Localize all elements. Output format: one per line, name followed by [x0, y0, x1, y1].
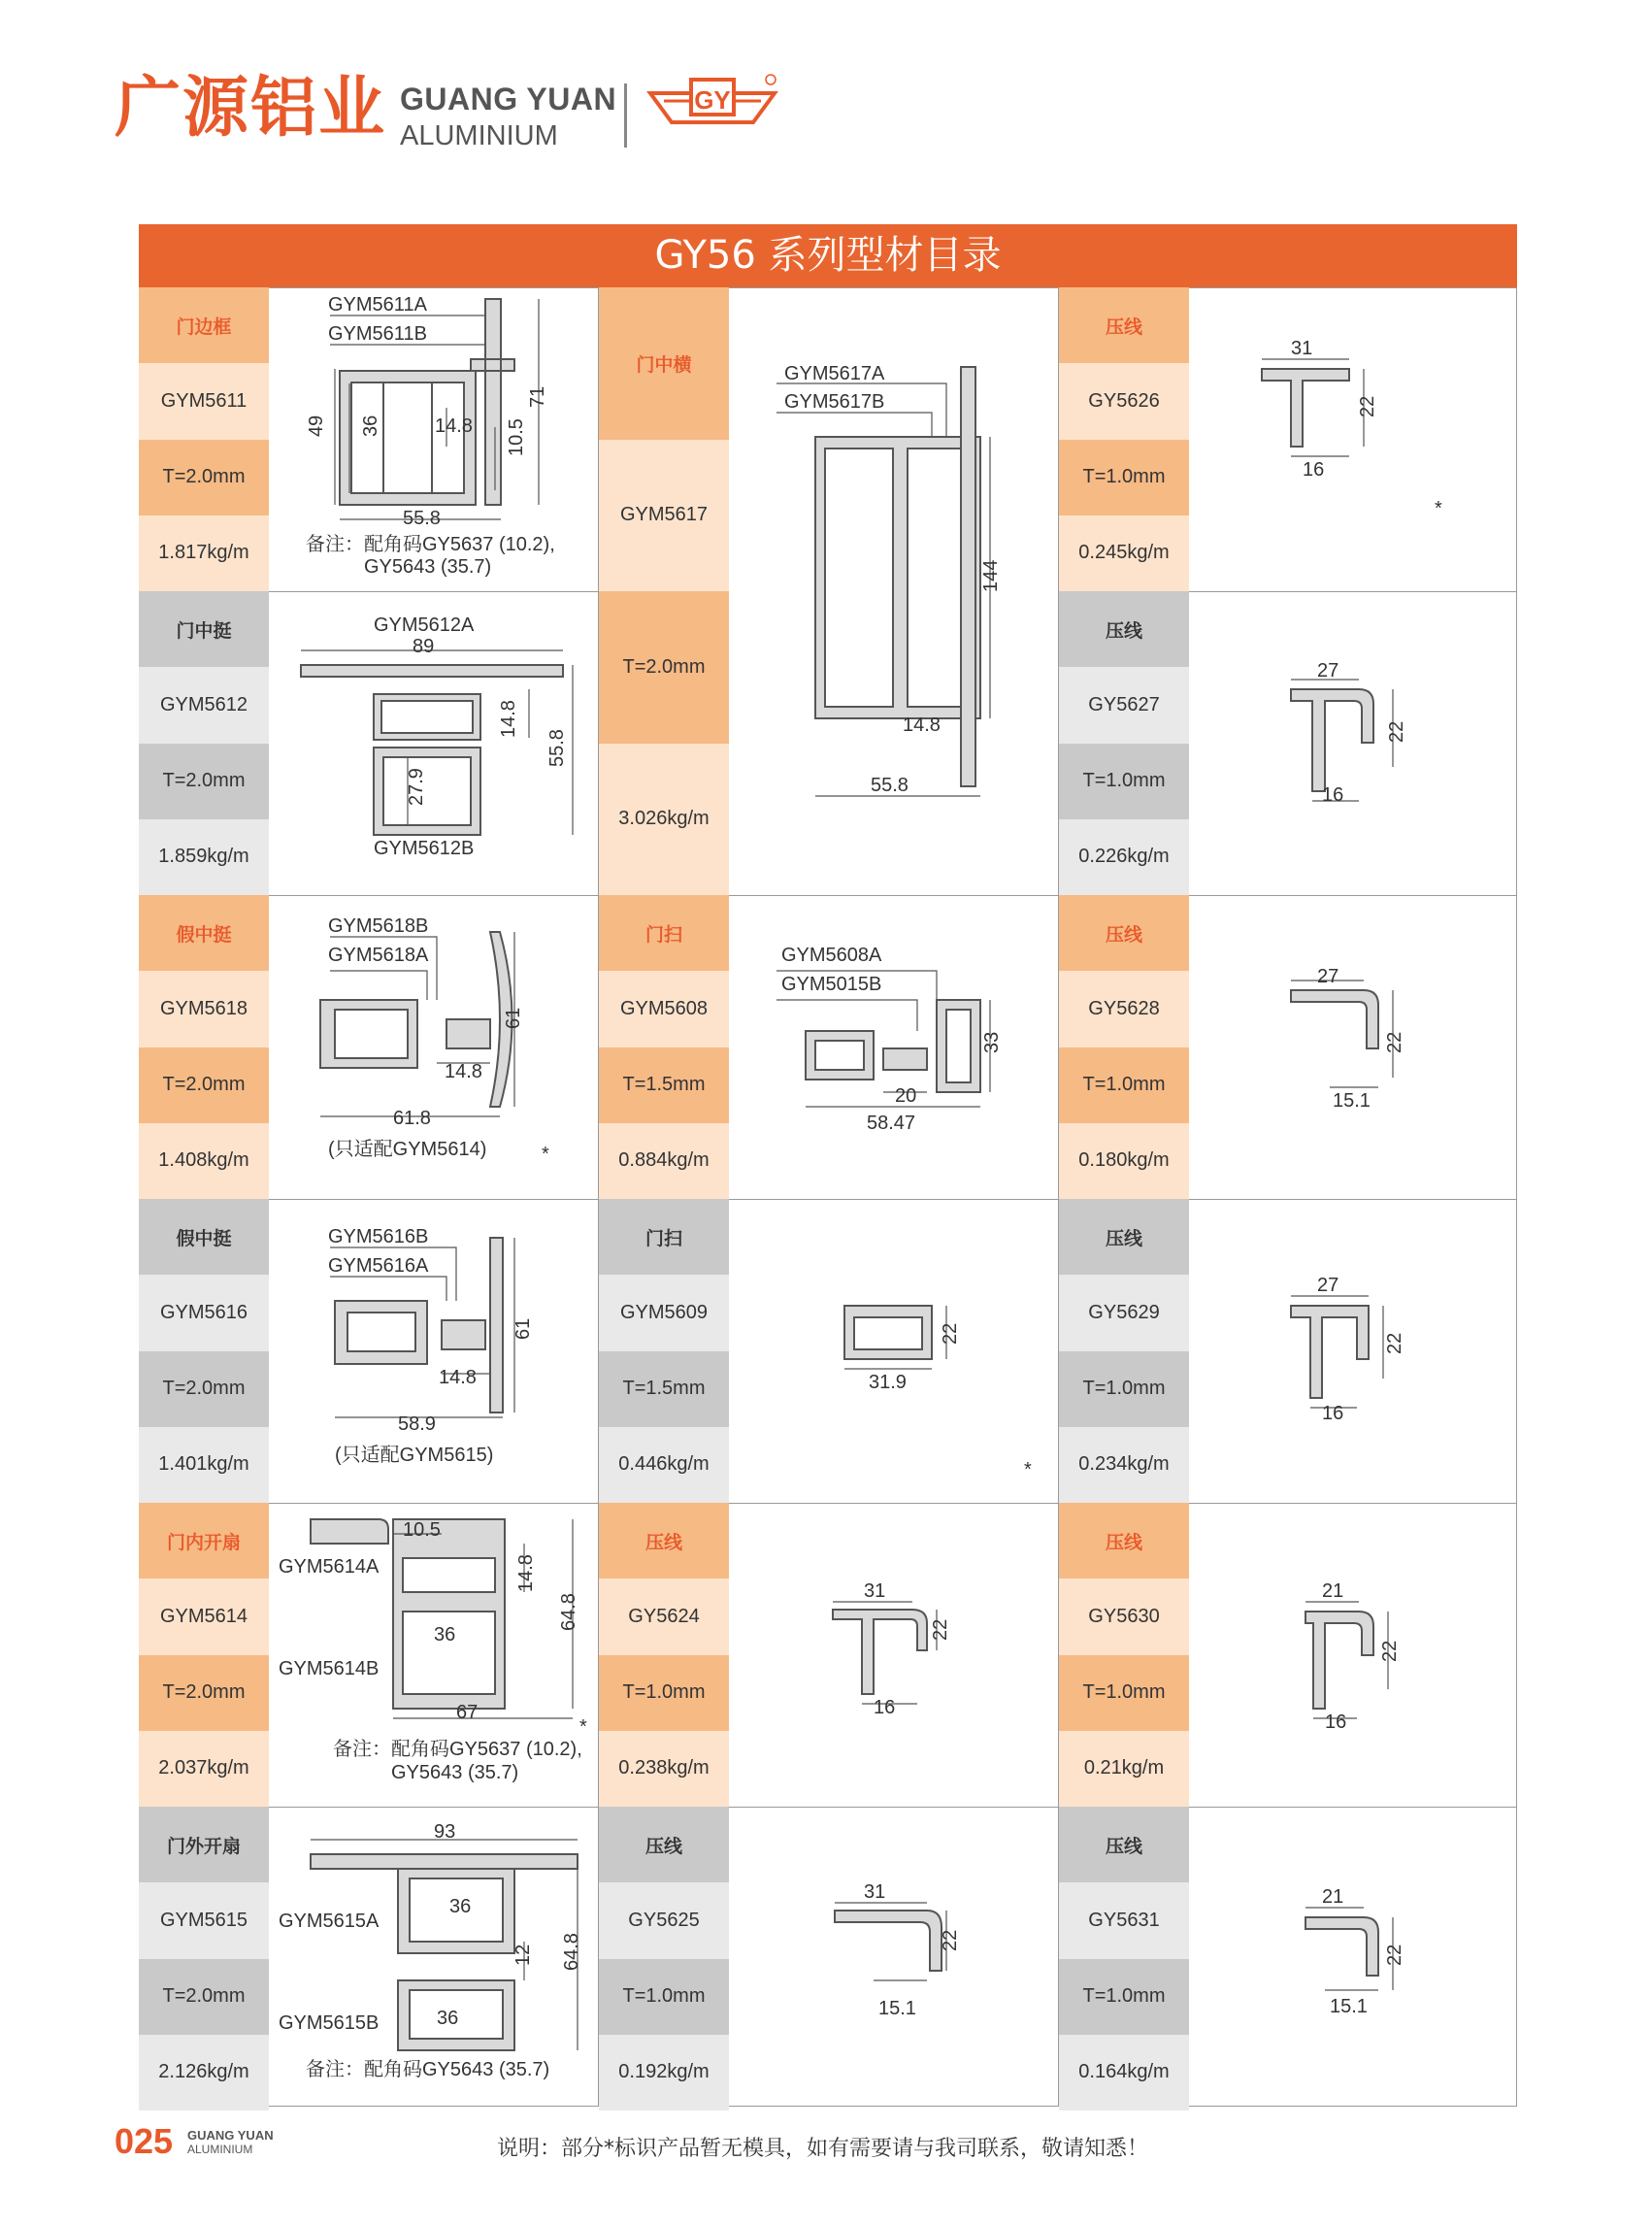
- label-gym5611a: GYM5611A: [328, 294, 427, 316]
- dim-gy5630-0: 21: [1322, 1580, 1344, 1602]
- cell-thickness-1-1: T=1.5mm: [599, 1047, 729, 1123]
- profile-gym5618: [320, 1000, 417, 1068]
- cell-model-0-0: GYM5611: [139, 363, 269, 439]
- dim-gym5615-0: 93: [434, 1821, 456, 1843]
- brand-english-line2: ALUMINIUM: [400, 120, 558, 151]
- cell-thickness-2-3: T=1.0mm: [1059, 1351, 1189, 1427]
- cell-model-1-2: GYM5609: [599, 1275, 729, 1350]
- dim-gym5616-2: 58.9: [398, 1413, 436, 1435]
- dim-gy5624-1: 22: [930, 1618, 951, 1641]
- cell-thickness-0-4: T=2.0mm: [139, 1655, 269, 1731]
- cell-weight-2-0: 0.245kg/m: [1059, 515, 1189, 591]
- cell-weight-0-0: 1.817kg/m: [139, 515, 269, 591]
- cell-weight-1-0: 3.026kg/m: [599, 744, 729, 896]
- brand-english-line1: GUANG YUAN: [400, 82, 617, 116]
- dim-gym5617-2: 55.8: [871, 775, 909, 796]
- label-gym5616a: GYM5616A: [328, 1255, 429, 1277]
- cell-name-2-4: 压线: [1059, 1503, 1189, 1579]
- dim-gym5611-5: 55.8: [403, 508, 441, 529]
- dim-gy5627-0: 27: [1317, 660, 1339, 681]
- profile-gym5617: [815, 437, 980, 718]
- label-gym5611b: GYM5611B: [328, 323, 427, 345]
- profile-gy5631: [1305, 1917, 1378, 1976]
- cell-thickness-2-4: T=1.0mm: [1059, 1655, 1189, 1731]
- dim-gym5618-2: 61.8: [393, 1108, 431, 1129]
- star-gym5614: *: [579, 1716, 587, 1738]
- cell-name-0-2: 假中挺: [139, 895, 269, 971]
- cell-thickness-0-2: T=2.0mm: [139, 1047, 269, 1123]
- dim-gym5614-1: 14.8: [515, 1554, 537, 1592]
- dim-gy5624-2: 16: [874, 1697, 896, 1718]
- cell-model-2-0: GY5626: [1059, 363, 1189, 439]
- label-gym5612a: GYM5612A: [374, 615, 475, 636]
- cell-weight-1-3: 0.238kg/m: [599, 1731, 729, 1807]
- cell-weight-0-1: 1.859kg/m: [139, 819, 269, 895]
- label-gym5612b: GYM5612B: [374, 838, 475, 859]
- dim-gy5627-2: 16: [1322, 784, 1344, 806]
- dim-gy5625-2: 15.1: [878, 1998, 916, 2019]
- dim-gym5614-0: 10.5: [403, 1519, 441, 1541]
- dim-gy5628-0: 27: [1317, 966, 1339, 987]
- dim-gy5628-2: 15.1: [1333, 1090, 1371, 1112]
- footer-brand-line2: ALUMINIUM: [187, 2143, 253, 2156]
- dim-gym5608-0: 33: [981, 1031, 1003, 1053]
- cell-model-1-1: GYM5608: [599, 971, 729, 1047]
- cell-weight-2-4: 0.21kg/m: [1059, 1731, 1189, 1807]
- profile-gy5624: [833, 1610, 927, 1694]
- dim-gym5618-1: 14.8: [445, 1061, 482, 1082]
- dim-gym5614-2: 64.8: [558, 1593, 579, 1631]
- cell-thickness-2-2: T=1.0mm: [1059, 1047, 1189, 1123]
- cell-weight-0-4: 2.037kg/m: [139, 1731, 269, 1807]
- cell-thickness-0-3: T=2.0mm: [139, 1351, 269, 1427]
- cell-model-0-2: GYM5618: [139, 971, 269, 1047]
- cell-weight-2-1: 0.226kg/m: [1059, 819, 1189, 895]
- cell-name-2-0: 压线: [1059, 287, 1189, 363]
- note-gym5618: (只适配GYM5614): [328, 1139, 487, 1160]
- note-gym5614-2: GY5643 (35.7): [391, 1762, 519, 1783]
- cell-model-0-3: GYM5616: [139, 1275, 269, 1350]
- dim-gy5631-1: 22: [1384, 1944, 1405, 1966]
- cell-weight-1-1: 0.884kg/m: [599, 1123, 729, 1199]
- cell-weight-0-5: 2.126kg/m: [139, 2035, 269, 2111]
- label-gym5615a: GYM5615A: [279, 1911, 380, 1932]
- dim-gym5611-0: 49: [306, 415, 327, 437]
- cell-weight-0-2: 1.408kg/m: [139, 1123, 269, 1199]
- dim-gym5618-0: 61: [503, 1007, 524, 1029]
- cell-name-1-0: 门中横: [599, 287, 729, 440]
- dim-gym5612-0: 89: [413, 636, 435, 657]
- cell-model-2-3: GY5629: [1059, 1275, 1189, 1350]
- label-gym5015b: GYM5015B: [781, 974, 882, 995]
- dim-gym5615-1: 36: [449, 1896, 472, 1917]
- cell-weight-1-2: 0.446kg/m: [599, 1427, 729, 1503]
- dim-gym5614-3: 36: [434, 1624, 456, 1645]
- cell-weight-1-4: 0.192kg/m: [599, 2035, 729, 2111]
- dim-gym5612-3: 27.9: [406, 768, 427, 806]
- dim-gym5616-1: 14.8: [439, 1367, 477, 1388]
- cell-thickness-2-0: T=1.0mm: [1059, 440, 1189, 515]
- dim-gy5626-1: 22: [1357, 395, 1378, 417]
- cell-name-1-2: 门扫: [599, 1199, 729, 1275]
- note-gym5611-2: GY5643 (35.7): [364, 556, 492, 578]
- dim-gy5630-2: 16: [1325, 1712, 1347, 1733]
- dim-gym5611-4: 71: [527, 385, 548, 408]
- cell-thickness-0-0: T=2.0mm: [139, 440, 269, 515]
- cell-model-1-3: GY5624: [599, 1579, 729, 1654]
- dim-gy5626-2: 16: [1303, 459, 1325, 481]
- label-gym5618a: GYM5618A: [328, 945, 429, 966]
- cell-model-2-1: GY5627: [1059, 667, 1189, 743]
- profile-gym5615: [311, 1854, 578, 1869]
- star-gy5626: *: [1435, 498, 1442, 519]
- dim-gy5629-0: 27: [1317, 1275, 1339, 1296]
- label-gym5616b: GYM5616B: [328, 1226, 429, 1247]
- footer-note: 说明：部分*标识产品暂无模具，如有需要请与我司联系，敬请知悉！: [497, 2137, 1149, 2161]
- page-number: 025: [115, 2121, 174, 2161]
- profile-gy5628: [1291, 990, 1378, 1048]
- cell-name-0-1: 门中挺: [139, 591, 269, 667]
- cell-model-2-4: GY5630: [1059, 1579, 1189, 1654]
- dim-gym5617-1: 14.8: [903, 715, 941, 736]
- dim-gym5608-1: 20: [895, 1085, 917, 1107]
- cell-name-0-4: 门内开扇: [139, 1503, 269, 1579]
- profile-gym5608: [806, 1031, 874, 1080]
- dim-gym5611-2: 14.8: [435, 415, 473, 437]
- dim-gym5608-2: 58.47: [867, 1113, 916, 1134]
- dim-gym5611-3: 10.5: [506, 418, 527, 456]
- cell-model-0-1: GYM5612: [139, 667, 269, 743]
- note-gym5611-1: 备注：配角码GY5637 (10.2),: [306, 534, 555, 555]
- dim-gym5617-0: 144: [980, 559, 1002, 592]
- dim-gym5616-0: 61: [512, 1317, 534, 1340]
- cell-name-0-5: 门外开扇: [139, 1807, 269, 1882]
- profile-gym5609: [844, 1306, 932, 1359]
- dim-gym5609-0: 22: [940, 1322, 961, 1345]
- cell-thickness-1-4: T=1.0mm: [599, 1959, 729, 2035]
- note-gym5614-1: 备注：配角码GY5637 (10.2),: [333, 1739, 582, 1760]
- cell-name-1-1: 门扫: [599, 895, 729, 971]
- cell-name-2-2: 压线: [1059, 895, 1189, 971]
- cell-name-0-3: 假中挺: [139, 1199, 269, 1275]
- cell-model-2-2: GY5628: [1059, 971, 1189, 1047]
- note-gym5615: 备注：配角码GY5643 (35.7): [306, 2059, 550, 2080]
- cell-model-1-0: GYM5617: [599, 440, 729, 592]
- logo-text: GY: [694, 85, 731, 115]
- profile-gy5626: [1262, 369, 1349, 447]
- label-gym5618b: GYM5618B: [328, 915, 429, 937]
- dim-gy5624-0: 31: [864, 1580, 886, 1602]
- cell-thickness-0-5: T=2.0mm: [139, 1959, 269, 2035]
- cell-weight-2-2: 0.180kg/m: [1059, 1123, 1189, 1199]
- dim-gy5631-0: 21: [1322, 1886, 1344, 1908]
- dim-gym5615-4: 36: [437, 2008, 459, 2029]
- cell-model-0-5: GYM5615: [139, 1882, 269, 1958]
- note-gym5616: (只适配GYM5615): [335, 1445, 494, 1466]
- cell-name-2-1: 压线: [1059, 591, 1189, 667]
- dim-gym5611-1: 36: [360, 415, 381, 437]
- profile-gy5629: [1291, 1306, 1369, 1398]
- cell-name-1-4: 压线: [599, 1807, 729, 1882]
- dim-gym5614-4: 67: [456, 1702, 479, 1723]
- dim-gy5625-1: 22: [940, 1929, 961, 1951]
- cell-thickness-0-1: T=2.0mm: [139, 744, 269, 819]
- profile-gym5614: [311, 1519, 388, 1544]
- brand-chinese-name: 广源铝业: [115, 70, 387, 147]
- cell-thickness-2-1: T=1.0mm: [1059, 744, 1189, 819]
- cell-model-0-4: GYM5614: [139, 1579, 269, 1654]
- label-gym5614b: GYM5614B: [279, 1658, 380, 1679]
- dim-gy5628-1: 22: [1384, 1031, 1405, 1053]
- profile-gy5627: [1291, 689, 1373, 791]
- cell-weight-0-3: 1.401kg/m: [139, 1427, 269, 1503]
- cell-name-2-5: 压线: [1059, 1807, 1189, 1882]
- label-gym5614a: GYM5614A: [279, 1556, 380, 1578]
- cell-model-2-5: GY5631: [1059, 1882, 1189, 1958]
- cell-name-1-3: 压线: [599, 1503, 729, 1579]
- dim-gy5629-2: 16: [1322, 1403, 1344, 1424]
- footer-brand-line1: GUANG YUAN: [187, 2128, 274, 2143]
- label-gym5617b: GYM5617B: [784, 391, 885, 413]
- cell-name-0-0: 门边框: [139, 287, 269, 363]
- dim-gym5609-1: 31.9: [869, 1372, 907, 1393]
- cell-model-1-4: GY5625: [599, 1882, 729, 1958]
- profile-gy5630: [1305, 1612, 1373, 1709]
- dim-gy5627-1: 22: [1386, 720, 1407, 743]
- dim-gy5626-0: 31: [1291, 338, 1313, 359]
- cell-name-2-3: 压线: [1059, 1199, 1189, 1275]
- label-gym5615b: GYM5615B: [279, 2012, 380, 2034]
- dim-gym5615-3: 64.8: [561, 1933, 582, 1971]
- dim-gym5615-2: 12: [512, 1944, 534, 1966]
- dim-gy5625-0: 31: [864, 1881, 886, 1903]
- cell-thickness-1-3: T=1.0mm: [599, 1655, 729, 1731]
- cell-thickness-1-2: T=1.5mm: [599, 1351, 729, 1427]
- cell-thickness-2-5: T=1.0mm: [1059, 1959, 1189, 2035]
- profile-gy5625: [835, 1911, 942, 1971]
- label-gym5608a: GYM5608A: [781, 945, 882, 966]
- dim-gym5612-2: 55.8: [546, 729, 568, 767]
- dim-gy5629-1: 22: [1384, 1332, 1405, 1354]
- label-gym5617a: GYM5617A: [784, 363, 885, 384]
- star-gym5618: *: [542, 1144, 549, 1165]
- dim-gy5630-1: 22: [1379, 1640, 1401, 1662]
- dim-gym5612-1: 14.8: [498, 700, 519, 738]
- dim-gy5631-2: 15.1: [1330, 1996, 1368, 2017]
- cell-thickness-1-0: T=2.0mm: [599, 591, 729, 744]
- star-gym5609: *: [1024, 1459, 1032, 1480]
- profile-gym5612: [301, 665, 563, 677]
- profile-gym5616: [335, 1301, 427, 1364]
- cell-weight-2-5: 0.164kg/m: [1059, 2035, 1189, 2111]
- profile-gym5611-frame: [471, 299, 514, 505]
- catalog-title: GY56 系列型材目录: [139, 224, 1517, 287]
- cell-weight-2-3: 0.234kg/m: [1059, 1427, 1189, 1503]
